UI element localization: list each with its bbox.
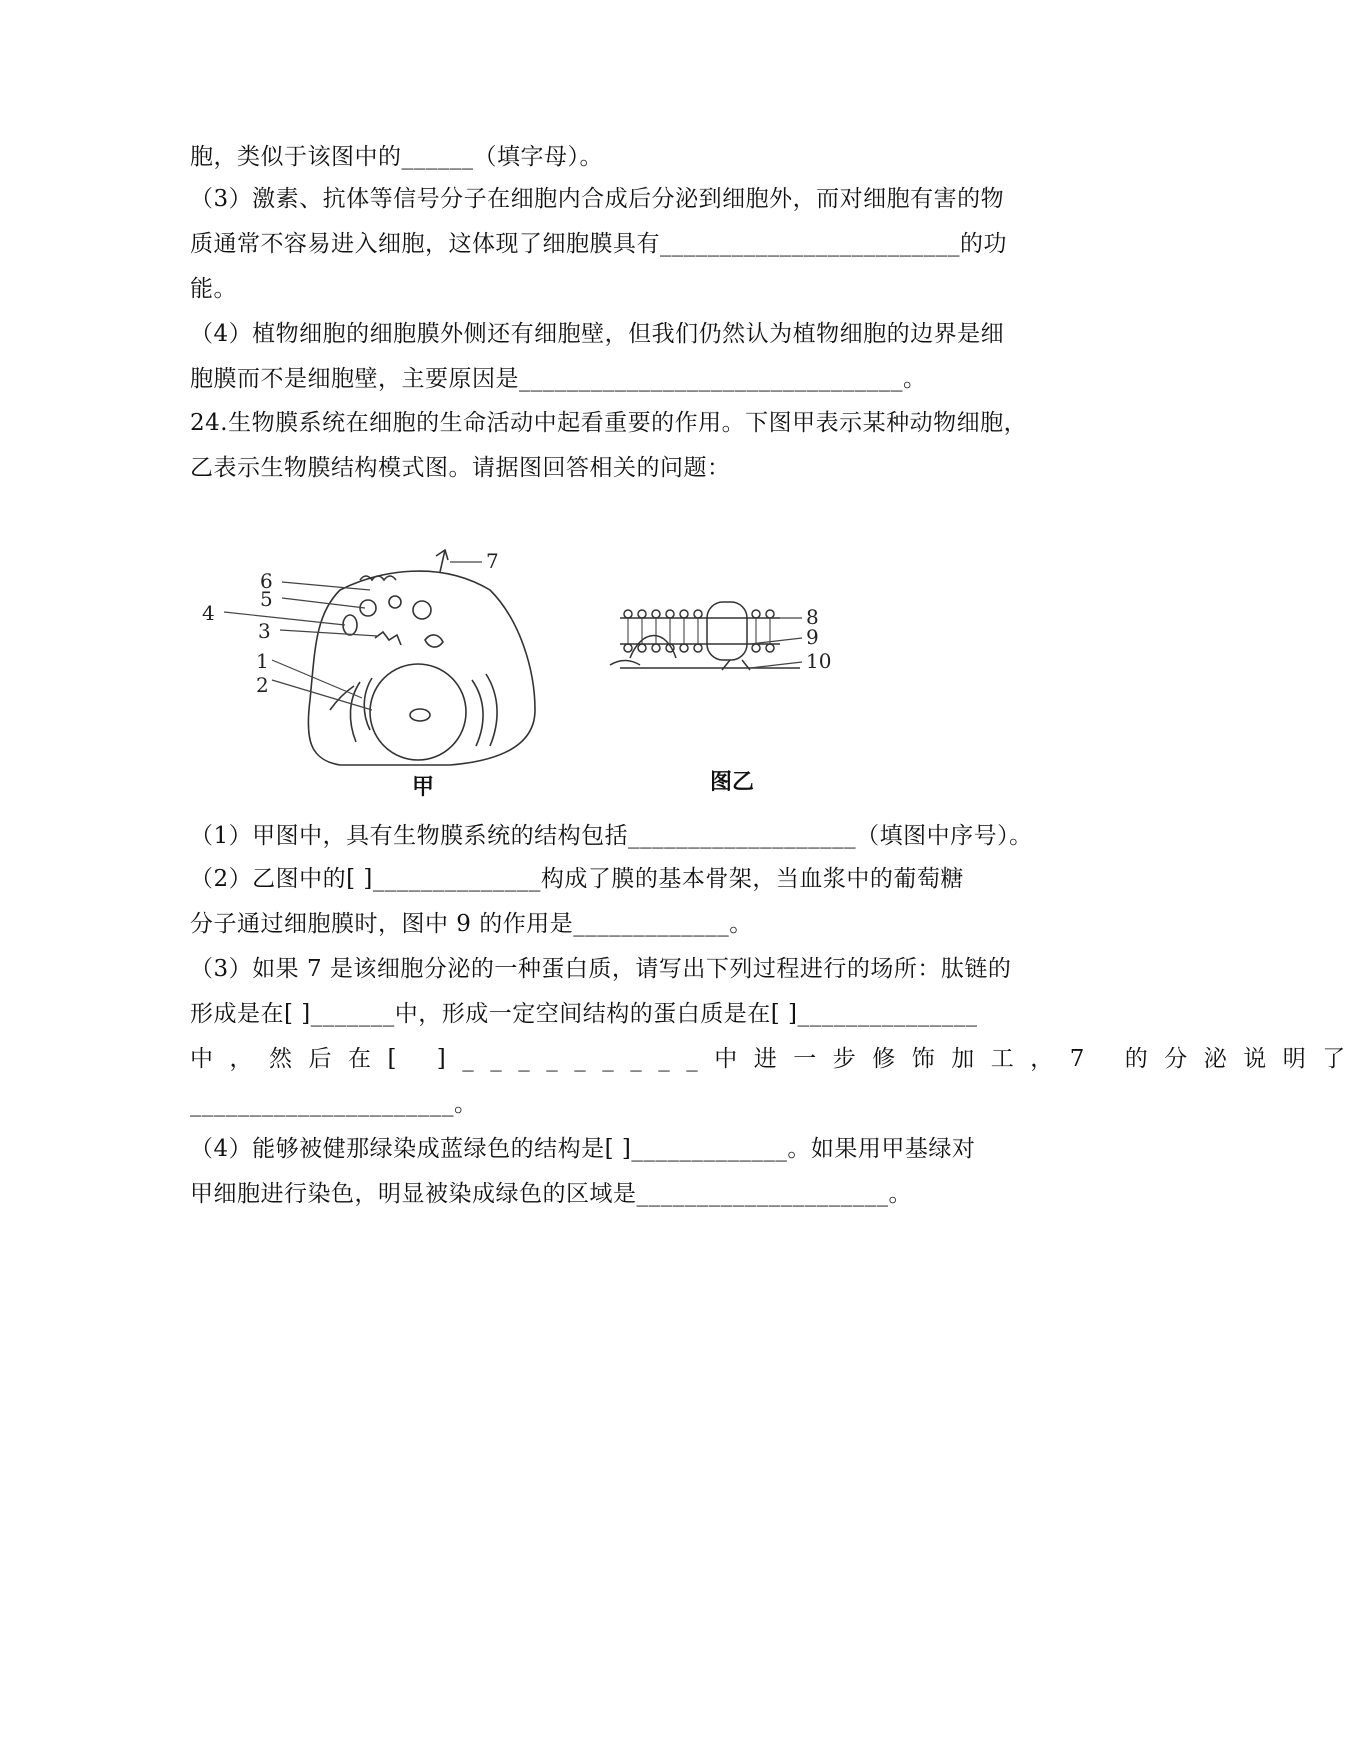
caption-yi: 图乙 — [710, 769, 755, 795]
label-9: 9 — [806, 625, 819, 649]
text-line: 形成是在[ ]_______中，形成一定空间结构的蛋白质是在[ ]_______________ — [190, 1001, 978, 1027]
label-6: 6 — [260, 569, 273, 593]
question-4-text: （4）植物细胞的细胞膜外侧还有细胞壁，但我们仍然认为植物细胞的边界是细 — [190, 321, 1005, 347]
label-3: 3 — [258, 619, 271, 643]
animal-cell-diagram — [308, 550, 535, 765]
channel-protein — [707, 602, 747, 660]
text-line: 能。 — [190, 276, 237, 302]
label-2: 2 — [256, 673, 269, 697]
question-24-stem: 24.生物膜系统在细胞的生命活动中起看重要的作用。下图甲表示某种动物细胞， — [190, 410, 1028, 436]
label-8: 8 — [806, 605, 819, 629]
label-5: 5 — [260, 587, 273, 611]
text-line: 分子通过细胞膜时，图中 9 的作用是_____________。 — [190, 911, 753, 937]
caption-jia: 甲 — [412, 774, 435, 800]
text-line: 质通常不容易进入细胞，这体现了细胞膜具有_________________________的功 — [190, 231, 1007, 257]
text-line: 中，然后在[ ]_________中进一步修饰加工，7 的分泌说明了 — [190, 1046, 1362, 1072]
text-line: ______________________。 — [190, 1091, 478, 1117]
text-line: 胞膜而不是细胞壁，主要原因是________________________________。 — [190, 366, 927, 392]
figure-cell-and-membrane — [190, 550, 890, 800]
membrane-labels — [806, 605, 831, 673]
question-24-2-text: （2）乙图中的[ ]______________构成了膜的基本骨架，当血浆中的葡萄糖 — [190, 866, 964, 892]
question-24-1-text: （1）甲图中，具有生物膜系统的结构包括___________________（填图中序号）。 — [190, 823, 1033, 849]
label-1: 1 — [256, 649, 269, 673]
question-24-3-text: （3）如果 7 是该细胞分泌的一种蛋白质，请写出下列过程进行的场所：肽链的 — [190, 956, 1012, 982]
membrane-leader-lines — [750, 618, 802, 668]
membrane-diagram — [610, 602, 800, 670]
question-3-text: （3）激素、抗体等信号分子在细胞内合成后分泌到细胞外，而对细胞有害的物 — [190, 186, 1005, 212]
label-4: 4 — [202, 601, 215, 625]
figure-drawing — [190, 550, 890, 800]
label-7: 7 — [486, 549, 499, 573]
text-line: 乙表示生物膜结构模式图。请据图回答相关的问题： — [190, 455, 731, 481]
phospholipid-heads — [624, 610, 774, 652]
label-10: 10 — [806, 649, 832, 673]
text-line: 胞，类似于该图中的______（填字母）。 — [190, 144, 603, 170]
text-line: 甲细胞进行染色，明显被染成绿色的区域是_____________________。 — [190, 1181, 912, 1207]
cell-labels — [202, 549, 499, 697]
question-24-4-text: （4）能够被健那绿染成蓝绿色的结构是[ ]_____________。如果用甲基绿对 — [190, 1136, 976, 1162]
